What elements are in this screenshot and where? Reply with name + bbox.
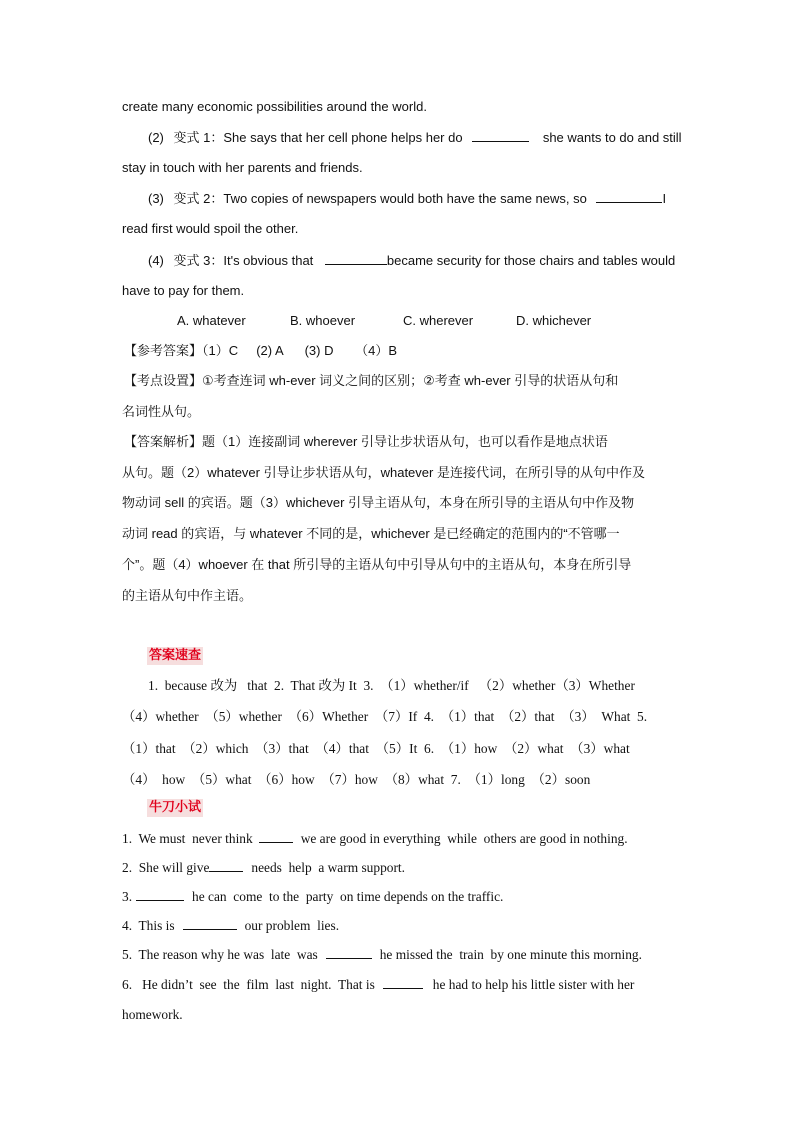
analysis-line-1 [124,433,608,451]
q3-number: (3) [148,191,164,206]
analysis-text-1: 题（1）连接副词 wherever 引导让步状语从句，也可以看作是地点状语 [202,434,608,449]
question-3 [148,189,666,208]
test-point-line1: ①考查连词 wh-ever 词义之间的区别；②考查 wh-ever 引导的状语从句和 [202,373,619,388]
practice-4-after: our problem lies. [244,918,340,933]
test-point-line2: 名词性从句。 [122,404,201,419]
q2-answer-blank[interactable] [472,128,529,142]
q3-answer-blank[interactable] [596,189,662,203]
practice-3-blank[interactable] [136,887,184,901]
practice-3-before: 3. [122,889,133,904]
practice-4-blank[interactable] [183,916,237,930]
q1-tail-text: create many economic possibilities around the world. [122,99,427,114]
quick-answers-heading: 答案速查 [149,648,202,663]
practice-item-4 [122,916,339,935]
quick-answers-line-3: （1）that （2）which （3）that （4）that （5）It 6. （1）how （2）what （3）what [122,741,630,756]
analysis-line-2: 从句。题（2）whatever 引导让步状语从句，whatever 是连接代词，在所引导的从句中作及 [122,465,645,480]
practice-5-blank[interactable] [326,945,372,959]
reference-answer-label: 【参考答案】 [124,343,203,358]
option-a: A. whatever [177,313,246,328]
analysis-line-5: 个”。题（4）whoever 在 that 所引导的主语从句中引导从句中的主语从句，本身在所引导 [122,557,632,572]
analysis-line-6: 的主语从句中作主语。 [122,588,253,603]
reference-answer [124,342,397,360]
practice-2-after: needs help a warm support. [251,860,405,875]
quick-answers-line-4: （4） how （5）what （6）how （7）how （8）what 7. （1）long （2）soon [122,772,591,787]
q4-tag: 变式 3： [173,253,224,268]
practice-1-before: 1. We must never think [122,831,253,846]
q4-line2: have to pay for them. [122,283,245,298]
q3-after: I [662,191,667,206]
q4-number: (4) [148,253,164,268]
practice-1-after: we are good in everything while others are good in nothing. [300,831,628,846]
practice-6-before: 6. He didn’t see the film last night. That is [122,977,375,992]
practice-item-6-tail: homework. [122,1007,183,1022]
q2-tag: 变式 1： [173,130,224,145]
q2-number: (2) [148,130,164,145]
q3-before: Two copies of newspapers would both have the same news, so [223,191,587,206]
practice-4-before: 4. This is [122,918,175,933]
option-c: C. wherever [403,313,474,328]
analysis-line-4: 动词 read 的宾语，与 whatever 不同的是，whichever 是已经确定的范围内的“不管哪一 [122,526,620,541]
analysis-label: 【答案解析】 [124,434,203,449]
analysis-line-3: 物动词 sell 的宾语。题（3）whichever 引导主语从句，本身在所引导的主语从句中作及物 [122,495,635,510]
q4-before: It's obvious that [223,253,314,268]
q4-after: became security for those chairs and tables would [386,253,676,268]
practice-5-after: he missed the train by one minute this morning. [379,947,642,962]
q2-before: She says that her cell phone helps her do [223,130,463,145]
practice-2-before: 2. She will give [122,860,210,875]
practice-6-blank[interactable] [383,975,423,989]
option-b: B. whoever [290,313,356,328]
reference-answer-text: （1）C (2) A (3) D （4）B [202,343,398,358]
q3-line2: read first would spoil the other. [122,221,299,236]
practice-6-after: he had to help his little sister with her [432,977,635,992]
practice-item-3 [122,887,503,906]
practice-heading: 牛刀小试 [149,800,202,815]
practice-item-1 [122,829,628,848]
practice-item-5 [122,945,642,964]
practice-3-after: he can come to the party on time depends on the traffic. [192,889,504,904]
practice-2-blank[interactable] [209,858,243,872]
q3-tag: 变式 2： [173,191,224,206]
practice-item-6 [122,975,634,994]
practice-5-before: 5. The reason why he was late was [122,947,318,962]
q2-after: she wants to do and still [542,130,682,145]
question-2 [148,128,682,147]
question-4 [148,251,675,270]
practice-item-2 [122,858,405,877]
quick-answers-line-2: （4）whether （5）whether （6）Whether （7）If 4. （1）that （2）that （3） What 5. [122,709,648,724]
q2-line2: stay in touch with her parents and friends. [122,160,363,175]
test-point-label: 【考点设置】 [124,373,203,388]
test-point [124,372,618,390]
option-d: D. whichever [516,313,592,328]
practice-1-blank[interactable] [259,829,293,843]
q4-answer-blank[interactable] [325,251,387,265]
quick-answers-line-1: 1. because 改为 that 2. That 改为 It 3. （1）whether/if （2）whether（3）Whether [148,678,635,693]
